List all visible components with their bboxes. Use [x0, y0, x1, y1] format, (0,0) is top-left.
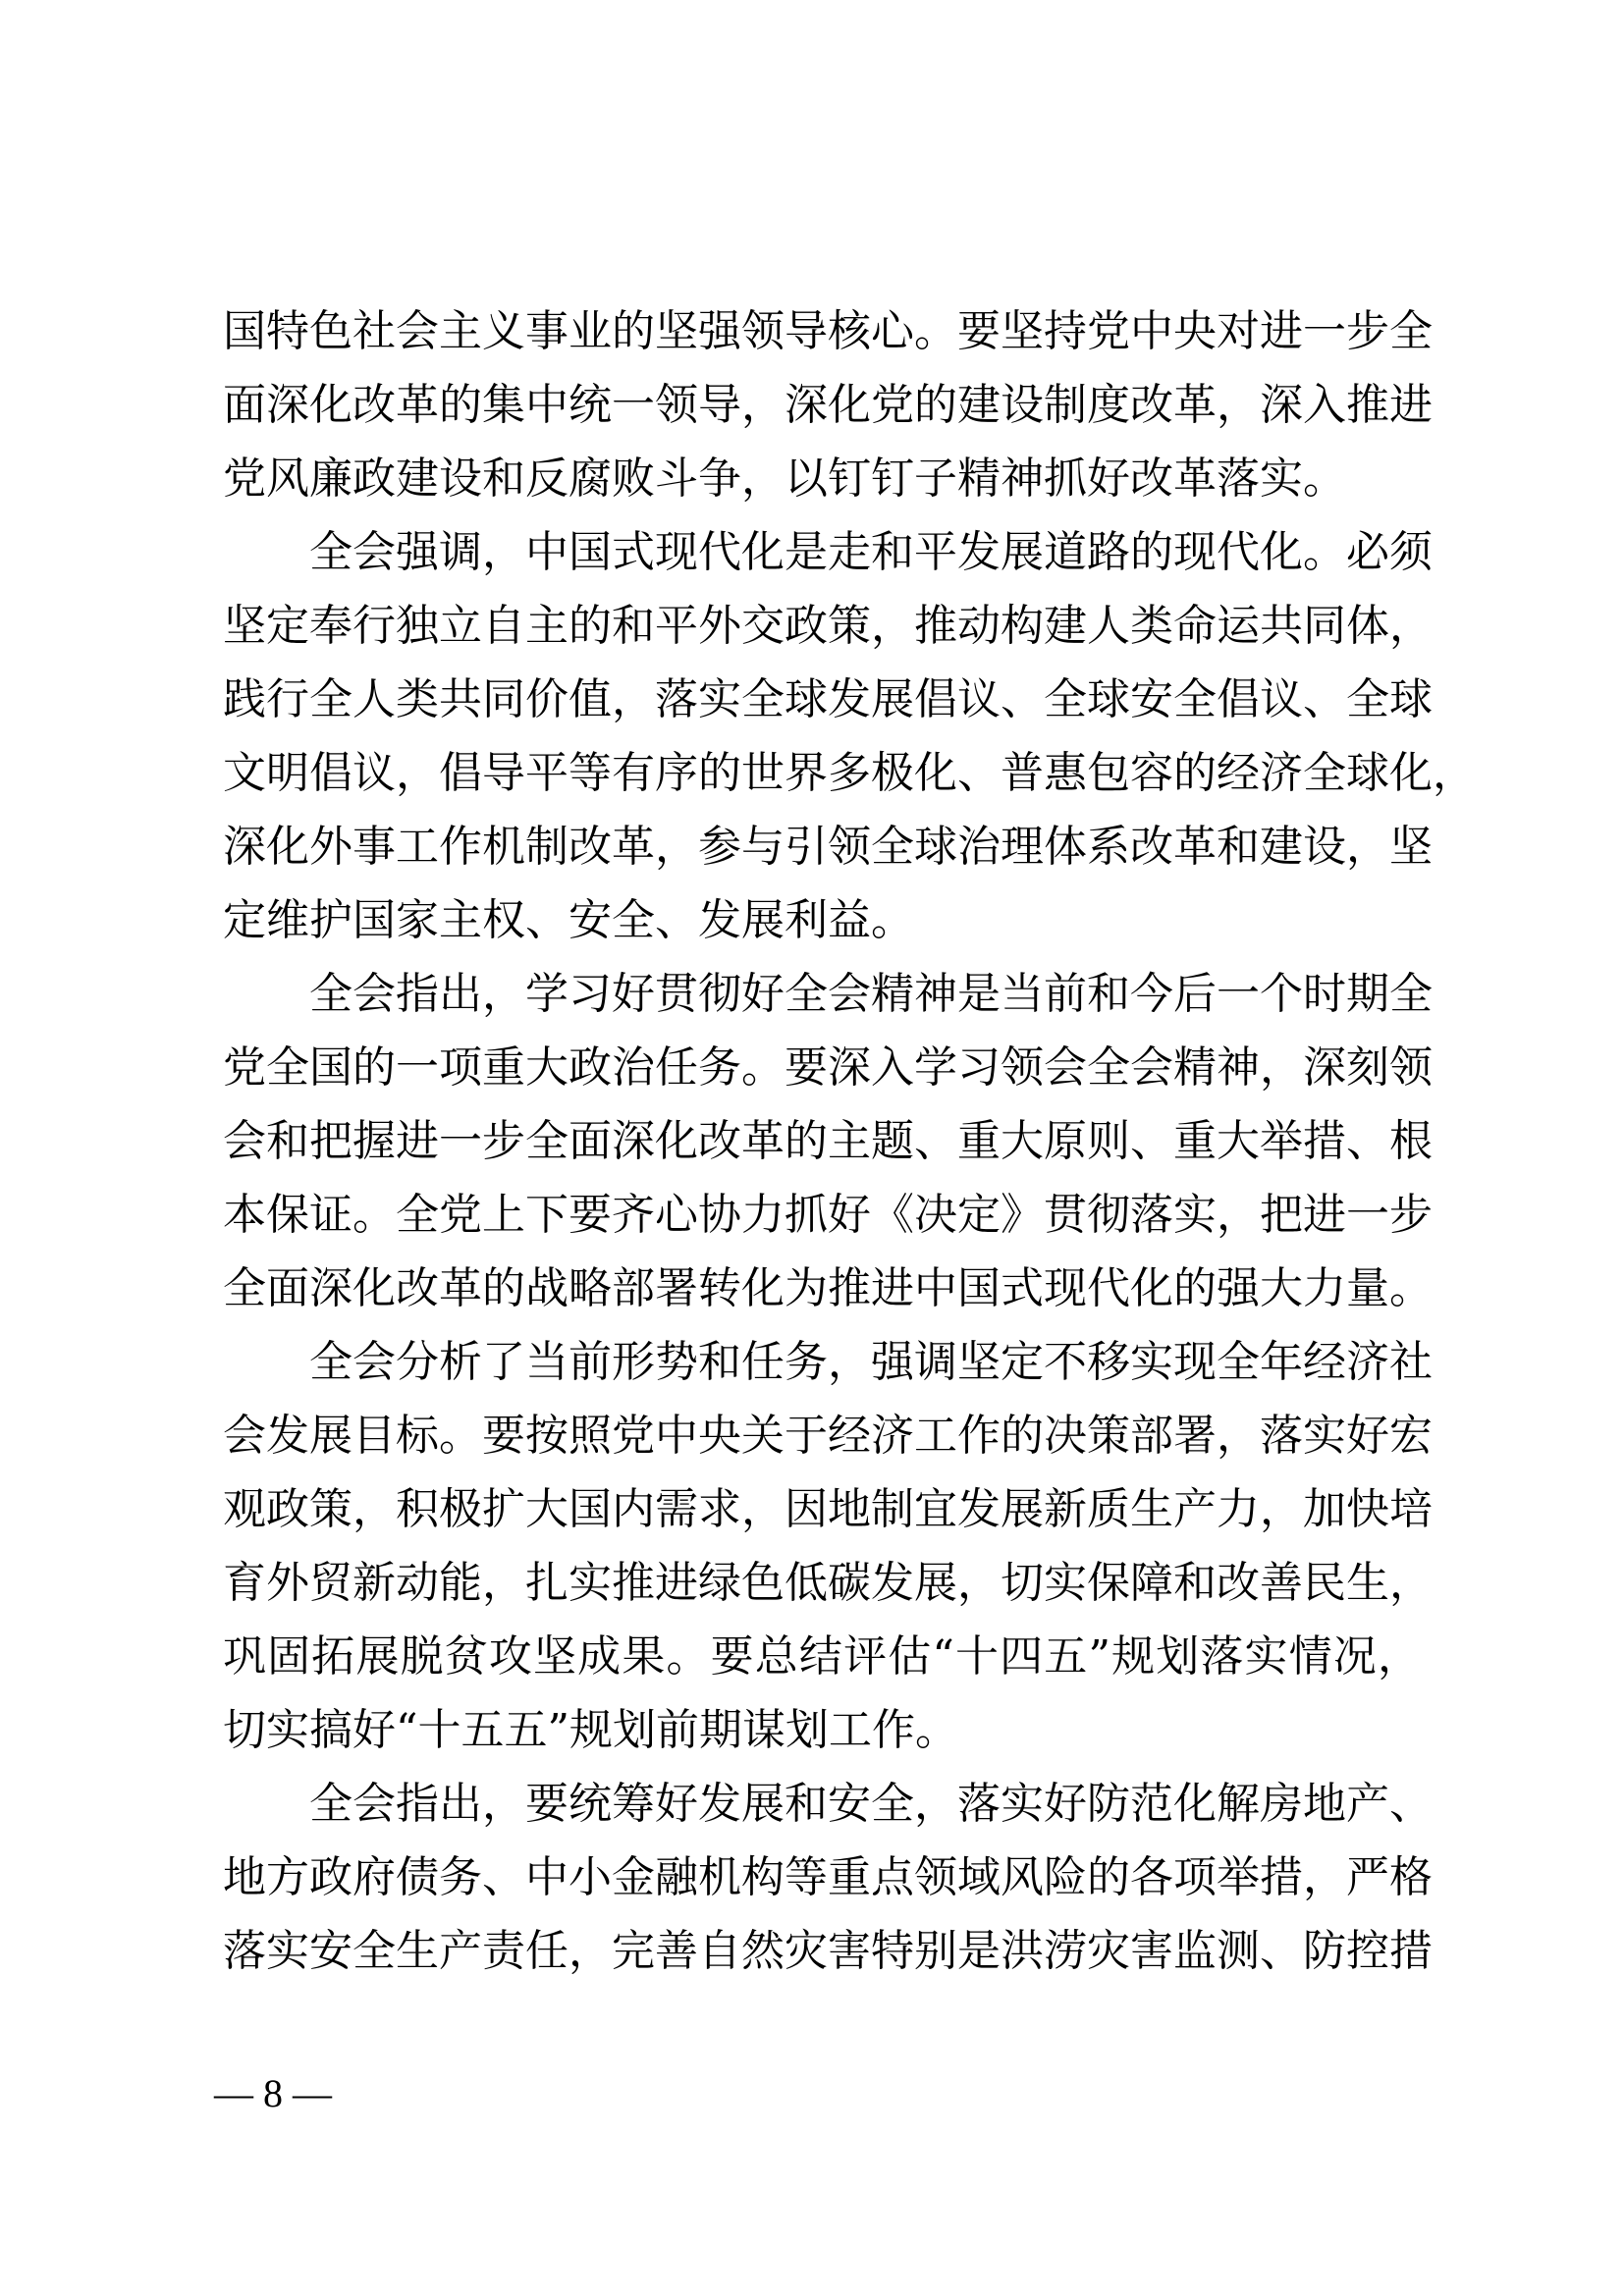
- text-line: 全会指出，学习好贯彻好全会精神是当前和今后一个时期全: [309, 969, 1433, 1019]
- text-line: 育外贸新动能，扎实推进绿色低碳发展，切实保障和改善民生，: [223, 1558, 1433, 1608]
- text-line: 全会强调，中国式现代化是走和平发展道路的现代化。必须: [309, 527, 1433, 577]
- page-number: — 8 —: [214, 2071, 332, 2115]
- text-line: 全面深化改革的战略部署转化为推进中国式现代化的强大力量。: [223, 1263, 1433, 1313]
- text-line: 会发展目标。要按照党中央关于经济工作的决策部署，落实好宏: [223, 1411, 1433, 1461]
- text-line: 党全国的一项重大政治任务。要深入学习领会全会精神，深刻领: [223, 1042, 1433, 1093]
- text-line: 践行全人类共同价值，落实全球发展倡议、全球安全倡议、全球: [223, 674, 1433, 724]
- text-line: 深化外事工作机制改革，参与引领全球治理体系改革和建设，坚: [223, 822, 1433, 872]
- text-line: 全会指出，要统筹好发展和安全，落实好防范化解房地产、: [309, 1779, 1433, 1829]
- text-line: 观政策，积极扩大国内需求，因地制宜发展新质生产力，加快培: [223, 1484, 1433, 1534]
- text-line: 全会分析了当前形势和任务，强调坚定不移实现全年经济社: [309, 1337, 1433, 1387]
- text-line: 坚定奉行独立自主的和平外交政策，推动构建人类命运共同体，: [223, 601, 1433, 651]
- text-line: 地方政府债务、中小金融机构等重点领域风险的各项举措，严格: [223, 1852, 1433, 1902]
- text-line: 国特色社会主义事业的坚强领导核心。要坚持党中央对进一步全: [223, 306, 1433, 356]
- text-line: 会和把握进一步全面深化改革的主题、重大原则、重大举措、根: [223, 1116, 1433, 1166]
- document-body: [223, 294, 1476, 1988]
- text-line: 落实安全生产责任，完善自然灾害特别是洪涝灾害监测、防控措: [223, 1926, 1433, 1976]
- text-line: 定维护国家主权、安全、发展利益。: [223, 895, 914, 945]
- text-line: 面深化改革的集中统一领导，深化党的建设制度改革，深入推进: [223, 380, 1433, 430]
- text-line: 切实搞好“十五五”规划前期谋划工作。: [223, 1705, 958, 1755]
- text-line: 本保证。全党上下要齐心协力抓好《决定》贯彻落实，把进一步: [223, 1190, 1433, 1240]
- text-line: 党风廉政建设和反腐败斗争，以钉钉子精神抓好改革落实。: [223, 454, 1346, 504]
- text-line: 文明倡议，倡导平等有序的世界多极化、普惠包容的经济全球化，: [223, 748, 1476, 798]
- text-line: 巩固拓展脱贫攻坚成果。要总结评估“十四五”规划落实情况，: [223, 1631, 1421, 1682]
